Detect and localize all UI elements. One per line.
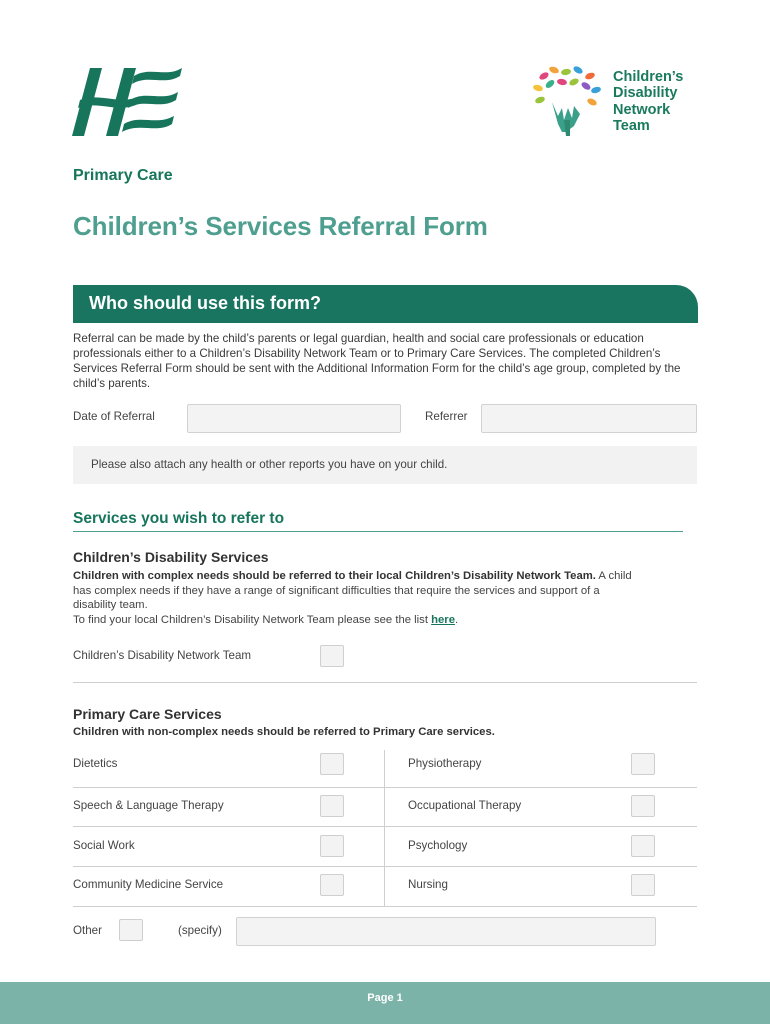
- cdnt-logo-text: [613, 69, 683, 135]
- page-title: Children’s Services Referral Form: [73, 211, 488, 241]
- cdnt-logo-line: Team: [613, 118, 650, 135]
- cds-find-suffix: .: [454, 613, 459, 626]
- note-text: Please also attach any health or other reports you have on your child.: [91, 458, 448, 471]
- divider: [73, 906, 697, 907]
- other-checkbox[interactable]: [119, 919, 143, 941]
- physiotherapy-label: Physiotherapy: [408, 757, 482, 770]
- cds-bold-text: Children with complex needs should be referred to their local Children’s Disability Network Team.: [73, 570, 596, 582]
- cdnt-logo-line: Children’s: [613, 69, 684, 85]
- cdnt-logo-line: Network: [613, 101, 671, 118]
- occupational-therapy-label: Occupational Therapy: [408, 799, 522, 812]
- who-heading: Who should use this form?: [89, 293, 321, 313]
- divider: [73, 866, 697, 867]
- note-box: [73, 446, 697, 484]
- divider: [73, 682, 697, 683]
- social-work-checkbox[interactable]: [320, 835, 344, 857]
- who-banner: [73, 285, 698, 323]
- divider: [73, 787, 697, 788]
- cds-heading: Children’s Disability Services: [73, 549, 269, 565]
- dietetics-checkbox[interactable]: [320, 753, 344, 775]
- community-medicine-label: Community Medicine Service: [73, 878, 224, 891]
- psychology-checkbox[interactable]: [631, 835, 655, 857]
- psychology-label: Psychology: [408, 839, 468, 852]
- community-medicine-checkbox[interactable]: [320, 874, 344, 896]
- referrer-input[interactable]: [481, 404, 697, 433]
- divider: [73, 826, 697, 827]
- date-of-referral-input[interactable]: [187, 404, 401, 433]
- occupational-therapy-checkbox[interactable]: [631, 795, 655, 817]
- cds-text: A child has complex needs if they have a range of significant difficulties that require the services and support of a disability team.: [73, 570, 632, 612]
- pcs-subheading: Children with non-complex needs should be referred to Primary Care services.: [73, 726, 495, 738]
- specify-input[interactable]: [236, 917, 656, 946]
- dietetics-label: Dietetics: [73, 757, 118, 770]
- date-label: Date of Referral: [73, 410, 155, 423]
- other-label: Other: [73, 924, 102, 937]
- cds-find-prefix: To find your local Children’s Disability Network Team please see the list: [73, 613, 432, 626]
- cdnt-checkbox[interactable]: [320, 645, 344, 667]
- cds-description: [73, 569, 633, 627]
- intro-text: Referral can be made by the child’s parents or legal guardian, health and social care professionals or education professionals either to a Children’s Disability Network Team or to Primary Care Services. The completed Children’s Services Referral Form should be sent with the Additional Information Form for the child’s age group, completed by the child’s parents.: [73, 332, 681, 390]
- column-divider: [384, 750, 385, 906]
- cdnt-logo-line: Disability: [613, 85, 678, 102]
- physiotherapy-checkbox[interactable]: [631, 753, 655, 775]
- hse-logo: [70, 62, 182, 142]
- pcs-heading: Primary Care Services: [73, 706, 222, 722]
- page-number: Page 1: [367, 992, 403, 1004]
- speech-language-label: Speech & Language Therapy: [73, 799, 224, 812]
- speech-language-checkbox[interactable]: [320, 795, 344, 817]
- referrer-label: Referrer: [425, 410, 468, 423]
- cdnt-checkbox-label: Children’s Disability Network Team: [73, 649, 252, 662]
- section-label: Primary Care: [73, 167, 173, 184]
- nursing-checkbox[interactable]: [631, 874, 655, 896]
- footer-bar: [0, 982, 770, 1024]
- here-link[interactable]: here: [431, 613, 455, 626]
- services-heading: Services you wish to refer to: [73, 510, 285, 527]
- nursing-label: Nursing: [408, 878, 448, 891]
- specify-label: (specify): [178, 924, 222, 937]
- social-work-label: Social Work: [73, 839, 135, 852]
- divider: [73, 531, 683, 532]
